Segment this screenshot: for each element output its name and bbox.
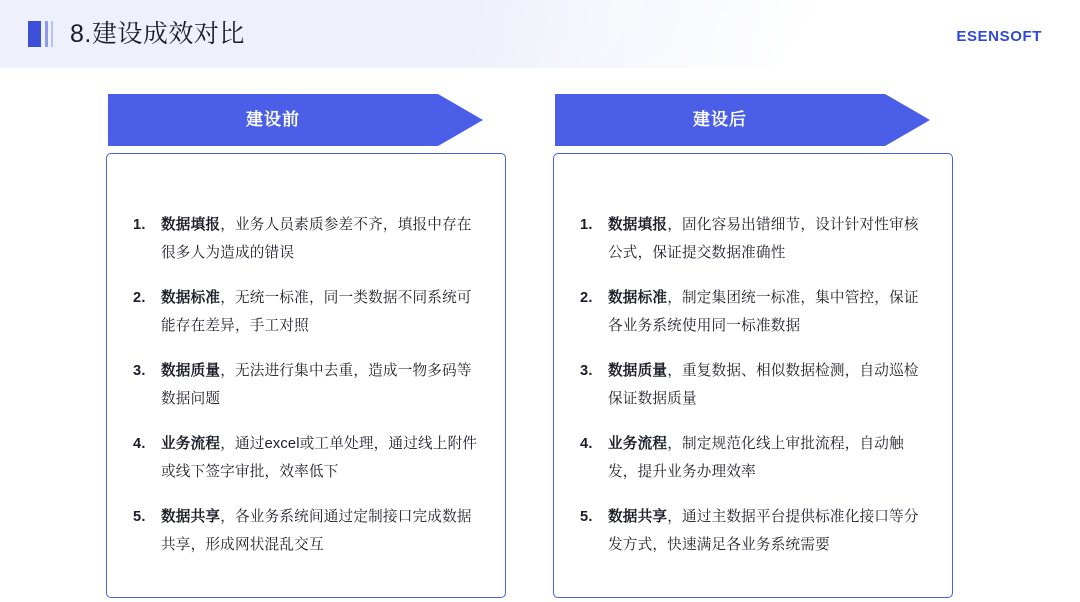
list-item-text: ，制定规范化线上审批流程，自动触发，提升业务办理效率 [608,436,904,480]
column-before [106,94,508,553]
column-after [553,94,955,553]
list-item [131,284,483,340]
list-item [578,357,930,413]
header-accent-bars [28,21,53,47]
list-item-term: 数据填报 [608,217,668,233]
list-item-text: ，各业务系统间通过定制接口完成数据共享，形成网状混乱交互 [161,509,472,553]
column-after-banner [555,94,930,146]
column-after-list [578,211,930,559]
list-item-term: 业务流程 [161,436,221,452]
page-title: 8.建设成效对比 [70,20,245,48]
list-item-text: ，通过主数据平台提供标准化接口等分发方式，快速满足各业务系统需要 [608,509,919,553]
column-before-panel [106,153,506,598]
accent-bar-thin-secondary [51,21,53,47]
list-item-text: ，固化容易出错细节，设计针对性审核公式，保证提交数据准确性 [608,217,919,261]
list-item [578,503,930,559]
list-item-term: 数据共享 [161,509,221,525]
accent-bar-thick [28,21,41,47]
column-before-banner-label: 建设前 [246,110,300,129]
list-item-term: 数据标准 [608,290,668,306]
slide-header [0,0,1080,68]
list-item [131,503,483,559]
column-after-banner-label: 建设后 [693,110,747,129]
list-item-text: ，无法进行集中去重，造成一物多码等数据问题 [161,363,472,407]
list-item [578,211,930,267]
accent-bar-thin [45,21,48,47]
list-item [578,284,930,340]
list-item [131,430,483,486]
list-item-text: ，制定集团统一标准，集中管控，保证各业务系统使用同一标准数据 [608,290,919,334]
column-after-panel [553,153,953,598]
list-item-term: 数据共享 [608,509,668,525]
list-item-text: ，业务人员素质参差不齐，填报中存在很多人为造成的错误 [161,217,472,261]
list-item [131,211,483,267]
list-item-term: 数据填报 [161,217,221,233]
list-item [578,430,930,486]
column-before-list [131,211,483,559]
list-item-term: 数据质量 [608,363,668,379]
brand-logo-text: ESENSOFT [956,28,1042,45]
list-item-term: 业务流程 [608,436,668,452]
list-item-term: 数据质量 [161,363,221,379]
list-item-text: ，无统一标准，同一类数据不同系统可能存在差异，手工对照 [161,290,472,334]
list-item-text: ，重复数据、相似数据检测，自动巡检保证数据质量 [608,363,919,407]
comparison-columns [0,94,1080,602]
list-item-term: 数据标准 [161,290,221,306]
column-before-banner [108,94,483,146]
list-item [131,357,483,413]
list-item-text: ，通过excel或工单处理，通过线上附件或线下签字审批，效率低下 [161,436,478,480]
